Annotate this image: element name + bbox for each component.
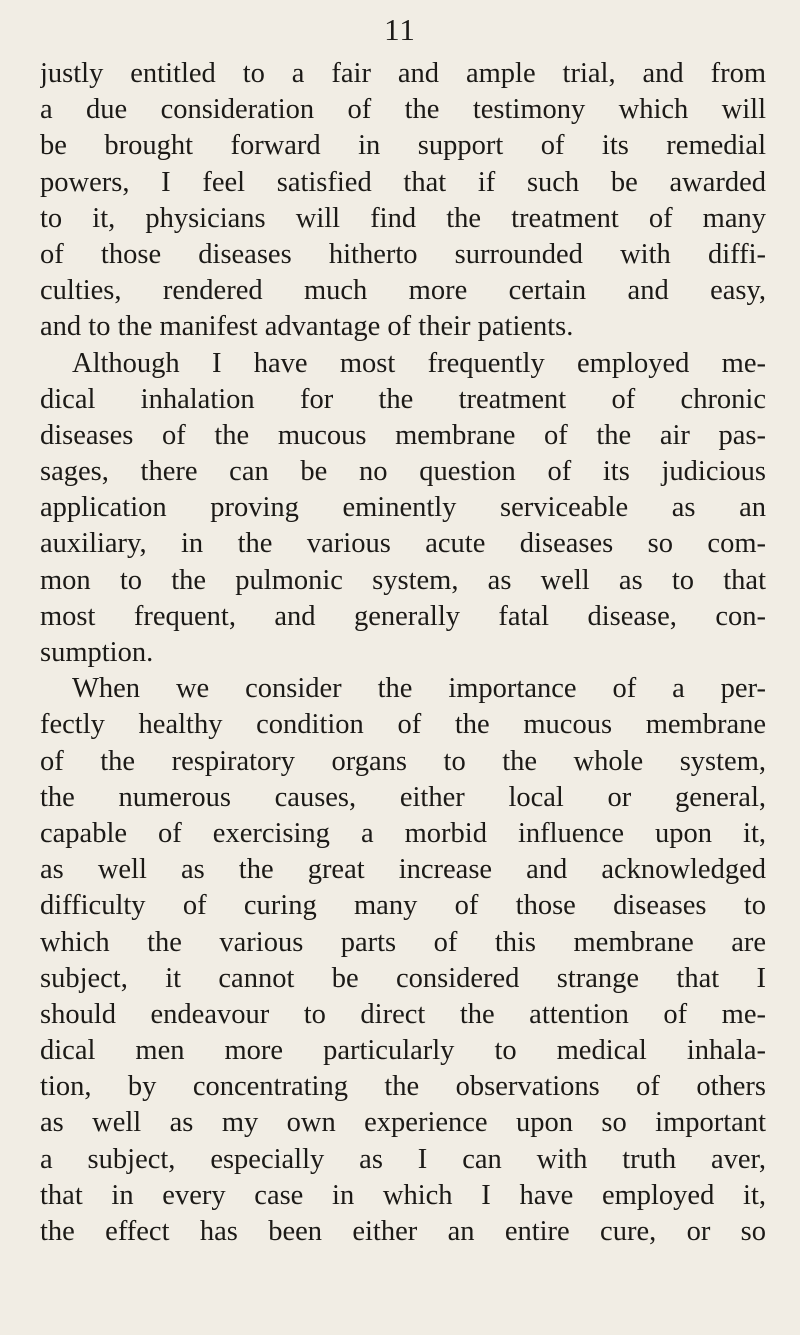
text-line: sumption. bbox=[40, 637, 154, 668]
text-line: dical men more particularly to medical inhala- bbox=[40, 1035, 766, 1067]
text-line: application proving eminently serviceable as an bbox=[40, 492, 766, 524]
text-line: that in every case in which I have employed it, bbox=[40, 1179, 766, 1211]
text-line: as well as the great increase and acknowledged bbox=[40, 854, 766, 886]
text-line: subject, it cannot be considered strange that I bbox=[40, 962, 766, 994]
text-line: Although I have most frequently employed me- bbox=[72, 347, 766, 379]
text-line: difficulty of curing many of those diseases to bbox=[40, 890, 766, 922]
text-line: fectly healthy condition of the mucous membrane bbox=[40, 709, 766, 741]
text-line: the numerous causes, either local or general, bbox=[40, 781, 766, 813]
text-line: capable of exercising a morbid influence upon it, bbox=[40, 817, 766, 849]
text-line: sages, there can be no question of its judicious bbox=[40, 456, 766, 488]
text-line: mon to the pulmonic system, as well as to that bbox=[40, 564, 766, 596]
text-line: most frequent, and generally fatal disease, con- bbox=[40, 600, 766, 632]
text-line: justly entitled to a fair and ample trial, and from bbox=[40, 58, 766, 89]
text-line: powers, I feel satisfied that if such be awarded bbox=[40, 166, 766, 198]
text-line: the effect has been either an entire cure, or so bbox=[40, 1216, 766, 1247]
text-line: diseases of the mucous membrane of the air pas- bbox=[40, 419, 766, 451]
text-line: of the respiratory organs to the whole system, bbox=[40, 745, 766, 777]
text-line: to it, physicians will find the treatment of many bbox=[40, 202, 766, 234]
text-line: auxiliary, in the various acute diseases so com- bbox=[40, 528, 766, 560]
text-line: a subject, especially as I can with truth aver, bbox=[40, 1143, 766, 1175]
page-number: 11 bbox=[384, 12, 416, 47]
text-line: be brought forward in support of its remedial bbox=[40, 130, 766, 162]
text-line: which the various parts of this membrane are bbox=[40, 926, 766, 958]
text-line: should endeavour to direct the attention of me- bbox=[40, 998, 766, 1030]
body-text bbox=[40, 56, 766, 1250]
text-line: of those diseases hitherto surrounded with diffi- bbox=[40, 238, 766, 270]
text-line: dical inhalation for the treatment of chronic bbox=[40, 383, 766, 415]
text-line: When we consider the importance of a per- bbox=[72, 673, 766, 705]
text-line: and to the manifest advantage of their patients. bbox=[40, 311, 574, 343]
text-line: a due consideration of the testimony which will bbox=[40, 94, 766, 126]
text-line: tion, by concentrating the observations of others bbox=[40, 1071, 766, 1103]
text-line: culties, rendered much more certain and easy, bbox=[40, 275, 766, 307]
text-line: as well as my own experience upon so important bbox=[40, 1107, 766, 1139]
